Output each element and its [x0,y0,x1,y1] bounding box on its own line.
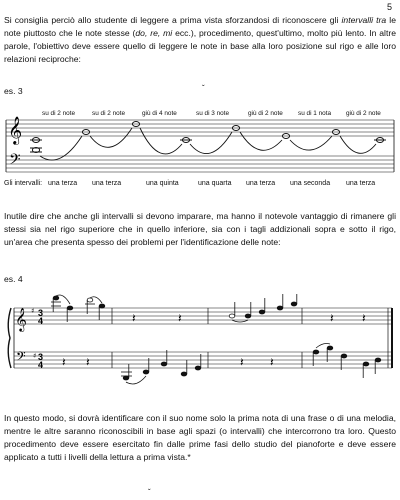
svg-text:𝄽: 𝄽 [240,355,244,369]
page-number: 5 [386,2,392,12]
example-4-label: es. 4 [4,274,23,284]
interval-label-4: una quarta [198,180,232,187]
treble-clef-icon: 𝄞 [8,116,23,144]
brace-icon [8,308,11,368]
interval-label-2: una terza [92,180,122,187]
interval-label-7: una terza [346,180,376,187]
move-label-3: giù di 4 note [142,110,177,117]
move-label-5: giù di 2 note [248,110,283,117]
intervals-prefix: Gli intervalli: [4,180,43,187]
bass-clef-icon: 𝄢 [16,349,26,367]
move-label-2: su di 2 note [92,110,126,117]
paragraph-intervals: Inutile dire che anche gli intervalli si devono imparare, ma hanno il notevole vantaggio di rimanere gli stessi sia nel rigo superiore che in quello inferiore, sia con i tagli addizionali sopra e sotto il rigo, un'area che presenta spesso dei problemi per l'identificazione delle note: [4,211,396,247]
time-signature-top: 3 [38,352,44,362]
move-label-6: su di 1 nota [298,110,332,117]
sharp-icon: ♯ [33,352,37,360]
example-4-staff [0,294,400,390]
grand-staff-upper-lines [14,308,392,324]
svg-text:𝄽: 𝄽 [330,311,334,325]
treble-clef-icon: 𝄞 [15,307,27,331]
whole-notes [30,122,386,153]
paragraph-conclusion: In questo modo, si dovrà identificare con il suo nome solo la prima nota di una frase o di una melodia, mentre le altre saranno riconoscibili in base agli spazi (o intervalli) che intercorrono tra loro. Questo procedimento deve essere esercitato fin dalle prime fasi dello studio del pianoforte e deve essere applicato a tutti i livelli della lettura a prima vista.* [4,413,396,462]
bass-clef-icon: 𝄢 [9,151,21,172]
decorative-mark: ˇ [148,488,151,497]
interval-label-6: una seconda [290,180,331,187]
time-signature-bottom: 4 [38,316,44,326]
sharp-icon: ♯ [31,307,35,315]
example-3-label: es. 3 [4,86,23,96]
barlines [112,308,392,368]
svg-text:𝄽: 𝄽 [86,355,90,369]
time-signature-bottom: 4 [38,360,44,370]
move-label-7: giù di 2 note [346,110,381,117]
intro-text-3: ecc.), procedimento, quest'ultimo, molto più lento. In altre parole, l'obiettivo deve essere quello di leggere le note in base alla loro posizione sul rigo e alle loro relazioni reciproche: [4,28,396,64]
upper-staff-notes [51,294,366,325]
move-label-1: su di 2 note [42,110,76,117]
paragraph-intro [4,14,396,66]
move-label-4: su di 3 note [196,110,230,117]
svg-text:𝄽: 𝄽 [362,311,366,325]
treble-staff-lines [6,120,394,136]
bass-staff-lines [6,156,394,172]
decorative-mark: ˇ [202,84,205,93]
intro-text-1: Si consiglia perciò allo studente di leggere a prima vista sforzandosi di riconoscere gli [4,15,342,25]
svg-text:𝄽: 𝄽 [270,355,274,369]
time-signature-top: 3 [38,308,44,318]
interval-label-3: una quinta [146,180,179,187]
interval-arcs [40,128,376,160]
intro-text-2: le note piuttosto che le note stesse ( [4,15,396,38]
intro-emphasis-1: intervalli tra [341,15,387,25]
interval-label-5: una terza [246,180,276,187]
grand-staff-lower-lines [14,352,392,368]
svg-text:𝄽: 𝄽 [178,311,182,325]
example-3-staff [0,112,400,184]
interval-label-1: una terza [48,180,78,187]
intro-emphasis-2: do, re, mi [135,28,173,38]
svg-text:𝄽: 𝄽 [62,355,66,369]
svg-text:𝄽: 𝄽 [132,311,136,325]
